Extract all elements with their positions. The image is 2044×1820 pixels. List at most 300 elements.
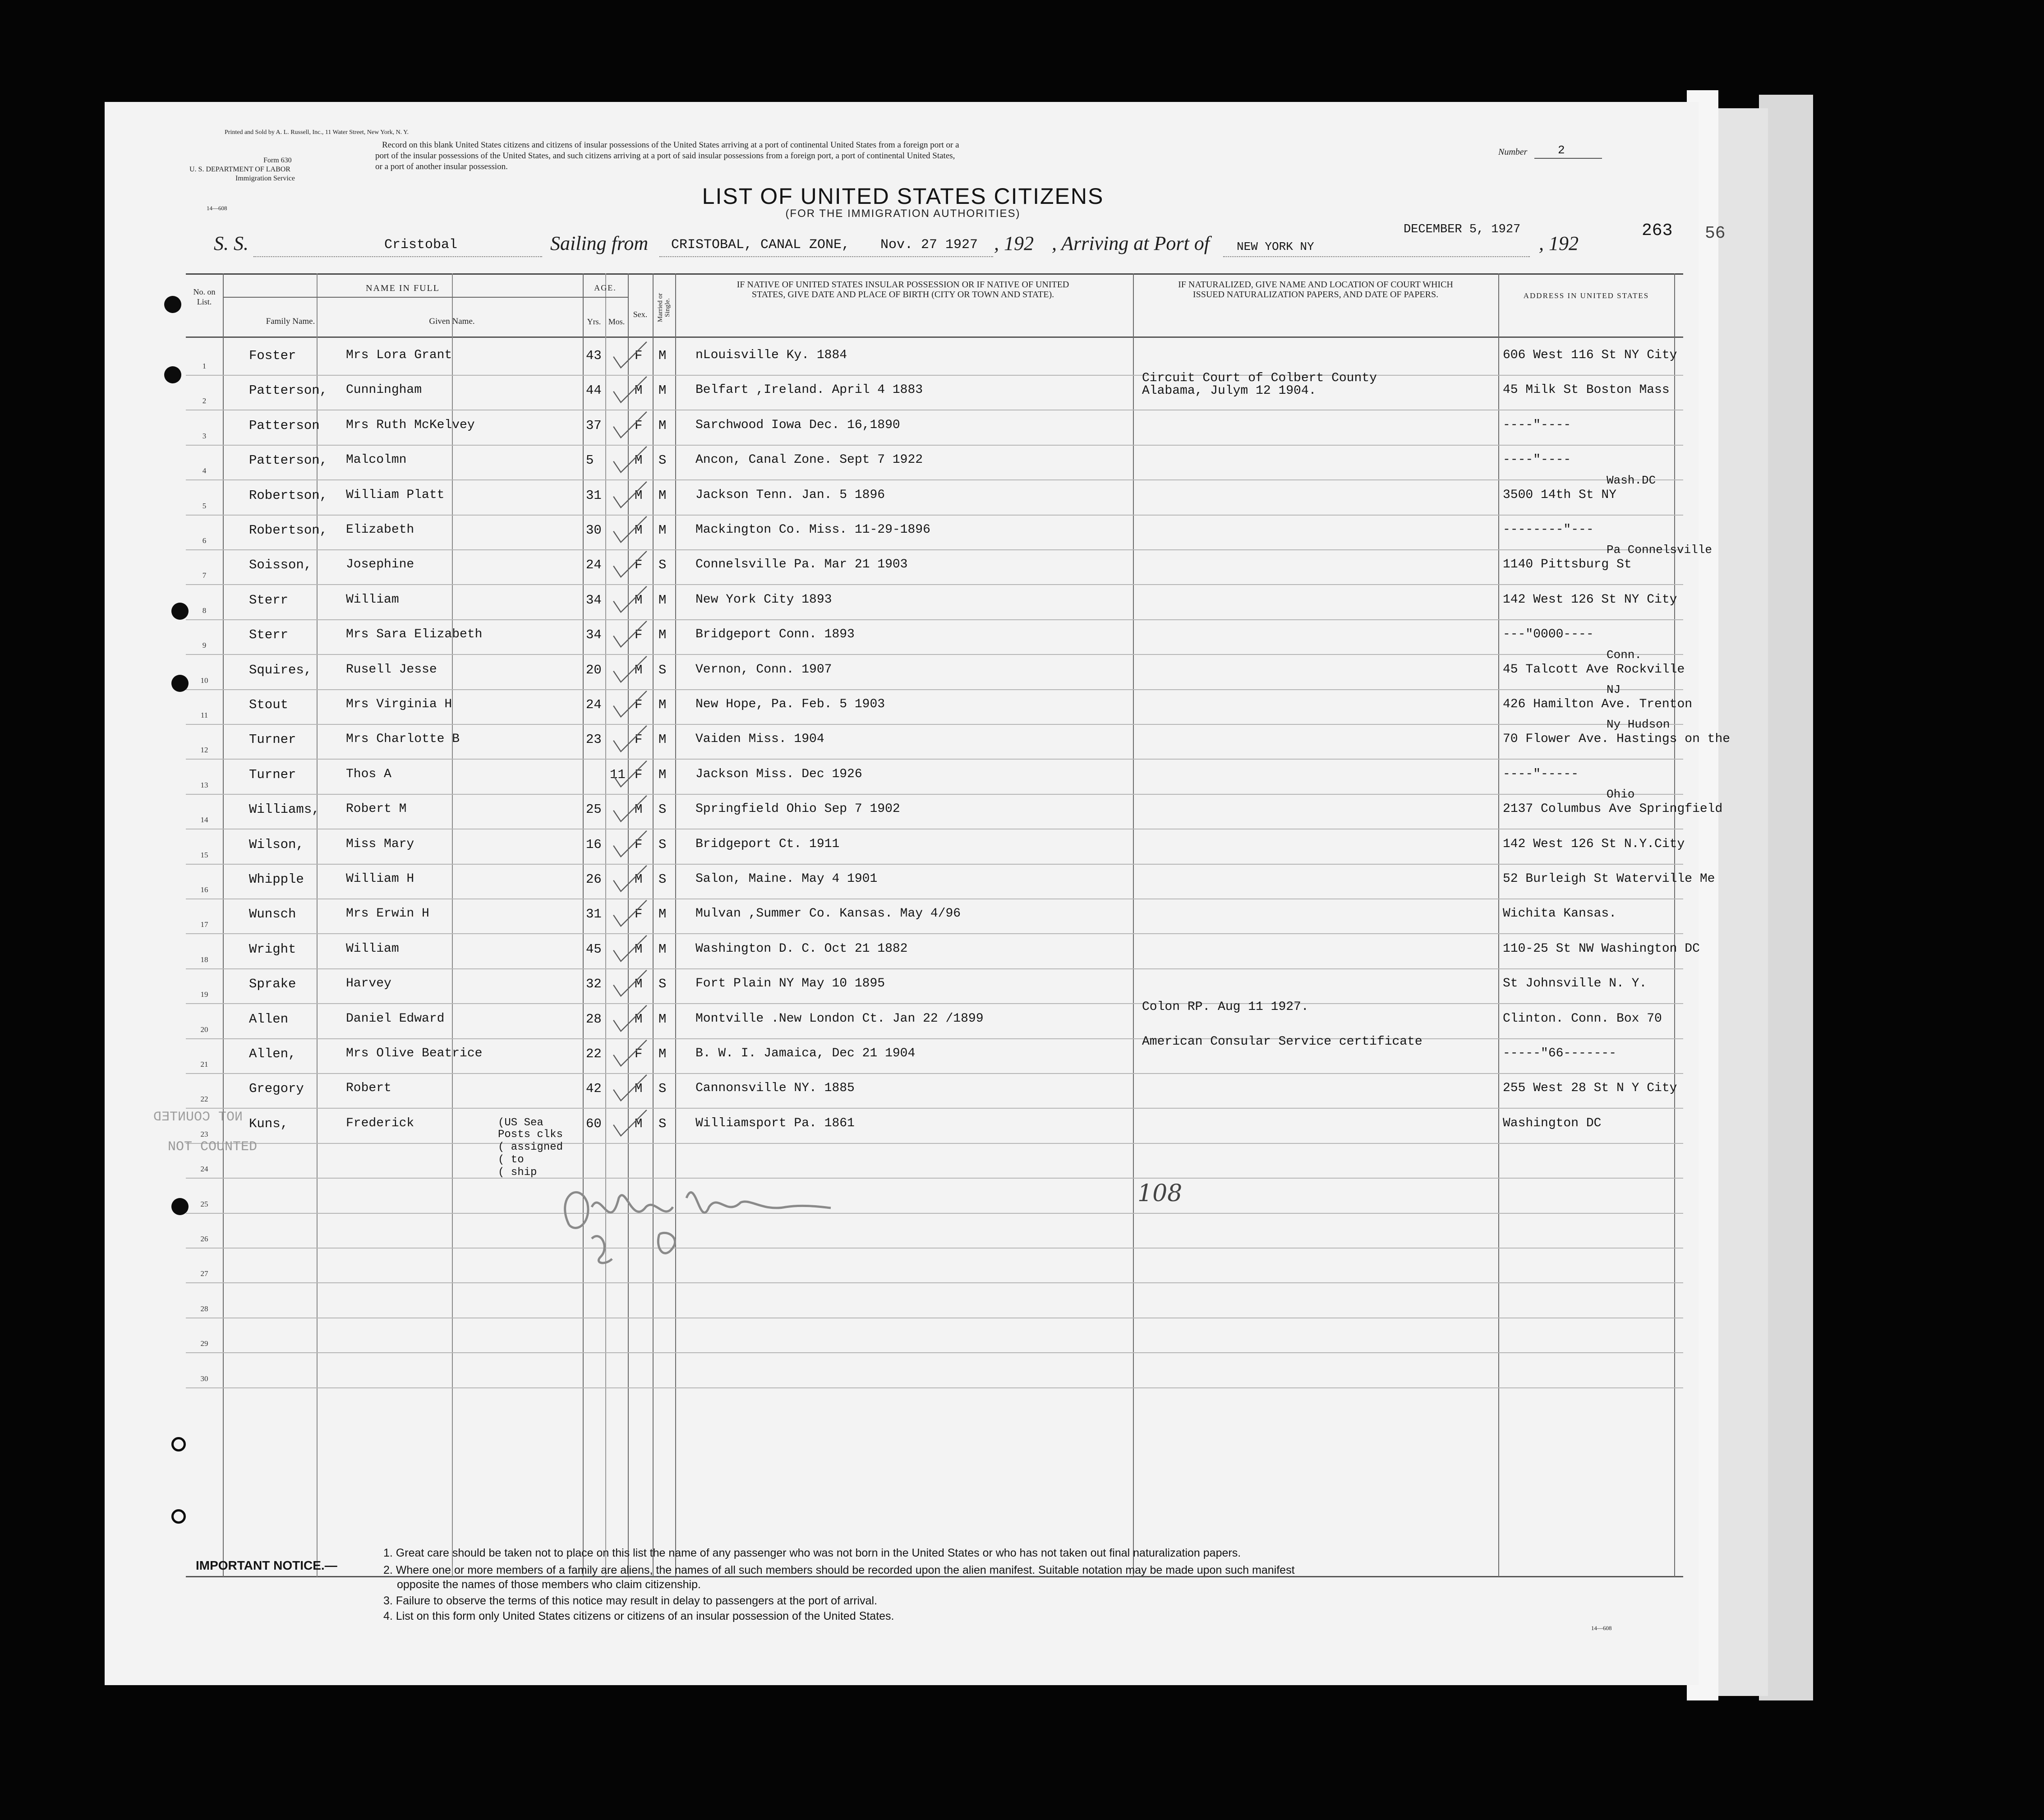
check-mark-icon: [610, 827, 650, 862]
table-top-border: [186, 273, 1683, 275]
given-name: Malcolmn: [346, 453, 407, 467]
address: 606 West 116 St NY City: [1503, 348, 1677, 362]
age-years: 34: [586, 592, 602, 608]
table-row: [186, 1214, 1683, 1249]
check-mark-icon: [610, 408, 650, 443]
sex: F: [635, 418, 643, 433]
header-married-single: Married or Single.: [657, 293, 671, 323]
check-mark-icon: [610, 338, 650, 373]
check-mark-icon: [610, 792, 650, 827]
number-label: Number: [1498, 147, 1528, 157]
row-number: 20: [200, 1025, 208, 1034]
given-name: Cunningham: [346, 383, 422, 397]
birth-place-date: Montville .New London Ct. Jan 22 /1899: [695, 1011, 984, 1026]
table-row: [186, 935, 1700, 969]
row-number: 19: [200, 990, 208, 999]
table-row: [186, 1144, 1683, 1179]
header-yrs: Yrs.: [587, 317, 601, 326]
page-subtitle: (FOR THE IMMIGRATION AUTHORITIES): [785, 207, 1021, 220]
birth-place-date: nLouisville Ky. 1884: [695, 348, 847, 362]
age-years: 44: [586, 383, 602, 398]
married-single: M: [658, 592, 667, 608]
header-given-name: Given Name.: [429, 317, 475, 326]
age-years: 23: [586, 732, 602, 747]
table-row: [186, 1179, 1683, 1214]
row-number: 11: [200, 711, 208, 719]
married-single: M: [658, 348, 667, 363]
row-number: 1: [202, 362, 207, 370]
address: ----"----: [1503, 453, 1571, 467]
birth-place-date: Jackson Miss. Dec 1926: [695, 767, 862, 781]
family-name: Allen: [249, 1011, 289, 1027]
arrival-year-suffix: , 192: [1539, 232, 1579, 254]
row-number: 9: [202, 641, 207, 650]
given-name: Mrs Olive Beatrice: [346, 1046, 483, 1060]
punch-hole: [171, 1509, 186, 1524]
address: 142 West 126 St N.Y.City: [1503, 837, 1685, 851]
row-number: 18: [200, 955, 208, 964]
ship-name-line: [253, 256, 542, 257]
handwritten-signature: [551, 1171, 840, 1270]
age-months: 11: [610, 767, 626, 782]
handwritten-number: 108: [1137, 1180, 1183, 1207]
check-mark-icon: [610, 967, 650, 1002]
instruction-line-3: or a port of another insular possession.: [375, 162, 508, 171]
address: 142 West 126 St NY City: [1503, 592, 1677, 607]
punch-hole: [171, 1198, 189, 1215]
row-number: 2: [202, 396, 207, 405]
birth-place-date: Connelsville Pa. Mar 21 1903: [695, 558, 908, 572]
check-mark-icon: [610, 932, 650, 967]
married-single: S: [658, 453, 667, 468]
age-years: 43: [586, 348, 602, 363]
table-row: [186, 1035, 1683, 1074]
punch-hole: [171, 1437, 186, 1451]
married-single: S: [658, 1116, 667, 1131]
header-no-on-list: No. on List.: [193, 287, 216, 306]
married-single: M: [658, 523, 667, 538]
age-years: 25: [586, 802, 602, 817]
birth-place-date: Fort Plain NY May 10 1895: [695, 977, 885, 991]
header-family-name: Family Name.: [266, 317, 315, 326]
row-number: 7: [202, 571, 207, 580]
address-note: NJ: [1607, 683, 1621, 696]
name-header-divider: [223, 297, 583, 298]
form-code-top: 14—608: [207, 205, 227, 212]
married-single: M: [658, 418, 667, 433]
table-row: [186, 1354, 1683, 1388]
given-name: Rusell Jesse: [346, 662, 437, 677]
table-row: [186, 516, 1683, 550]
age-header-divider: [583, 297, 628, 298]
check-mark-icon: [610, 653, 650, 688]
address: 3500 14th St NY: [1503, 488, 1617, 502]
row-number: 25: [200, 1199, 208, 1208]
family-name: Kuns,: [249, 1116, 289, 1131]
given-name: Mrs Lora Grant: [346, 348, 452, 362]
service: Immigration Service: [235, 175, 295, 182]
row-number: 12: [200, 746, 208, 755]
passenger-table: [186, 273, 1731, 1577]
married-single: M: [658, 1046, 667, 1061]
manifest-page: [105, 102, 1731, 1685]
family-name: Sprake: [249, 977, 296, 992]
age-years: 34: [586, 627, 602, 643]
given-name: Robert: [346, 1081, 391, 1096]
table-row: [186, 341, 1683, 376]
row-number: 23: [200, 1129, 208, 1138]
page-title: LIST OF UNITED STATES CITIZENS: [702, 184, 1104, 209]
table-row: [186, 830, 1683, 865]
sailing-year-suffix: , 192: [994, 232, 1034, 254]
age-years: 5: [586, 453, 594, 468]
header-sex: Sex.: [633, 310, 648, 319]
header-bottom-border: [186, 336, 1683, 338]
married-single: M: [658, 767, 667, 782]
age-years: 16: [586, 837, 602, 852]
married-single: M: [658, 697, 667, 712]
birth-place-date: Vernon, Conn. 1907: [695, 662, 832, 677]
naturalization-court: Colon RP. Aug 11 1927.: [1142, 1000, 1309, 1014]
given-name: Thos A: [346, 767, 391, 781]
family-name: Williams,: [249, 802, 320, 817]
sex: M: [635, 523, 643, 538]
address: -----"66-------: [1503, 1046, 1617, 1060]
sex: F: [635, 907, 643, 922]
address: 45 Talcott Ave Rockville: [1503, 662, 1685, 677]
arriving-port: NEW YORK NY: [1237, 240, 1314, 253]
married-single: S: [658, 837, 667, 852]
notice-item-2b: opposite the names of those members who claim citizenship.: [397, 1578, 701, 1591]
check-mark-icon: [610, 583, 650, 618]
side-note-line-5: ( ship: [498, 1166, 537, 1179]
family-name: Sterr: [249, 627, 289, 643]
table-row: [186, 648, 1685, 690]
row-number: 24: [200, 1165, 208, 1174]
birth-place-date: New York City 1893: [695, 592, 832, 607]
married-single: M: [658, 941, 667, 957]
sex: F: [635, 627, 643, 643]
sex: M: [635, 941, 643, 957]
sex: M: [635, 977, 643, 992]
age-years: 45: [586, 941, 602, 957]
row-number: 27: [200, 1269, 208, 1278]
sex: M: [635, 383, 643, 398]
given-name: Mrs Sara Elizabeth: [346, 627, 483, 642]
number-value: 2: [1558, 143, 1565, 157]
sailing-label: Sailing from: [550, 232, 649, 254]
family-name: Wunsch: [249, 907, 296, 922]
family-name: Turner: [249, 732, 296, 747]
address: Washington DC: [1503, 1116, 1602, 1130]
row-number: 22: [200, 1095, 208, 1104]
birth-place-date: B. W. I. Jamaica, Dec 21 1904: [695, 1046, 916, 1060]
family-name: Patterson: [249, 418, 320, 433]
given-name: Miss Mary: [346, 837, 414, 851]
table-row: [186, 585, 1683, 620]
birth-place-date: Washington D. C. Oct 21 1882: [695, 941, 908, 956]
given-name: William Platt: [346, 488, 445, 502]
age-years: 31: [586, 488, 602, 503]
table-row: [186, 899, 1683, 934]
married-single: M: [658, 488, 667, 503]
sex: M: [635, 1081, 643, 1097]
family-name: Squires,: [249, 662, 312, 677]
address: --------"---: [1503, 523, 1594, 537]
table-row: [186, 473, 1683, 516]
row-number: 21: [200, 1060, 208, 1069]
row-number: 28: [200, 1304, 208, 1313]
birth-place-date: Vaiden Miss. 1904: [695, 732, 824, 746]
given-name: Frederick: [346, 1116, 414, 1130]
married-single: M: [658, 1011, 667, 1027]
sex: M: [635, 592, 643, 608]
check-mark-icon: [610, 757, 650, 793]
not-counted-stamp: NOT COUNTED: [168, 1139, 258, 1155]
family-name: Whipple: [249, 872, 304, 887]
sex: F: [635, 1046, 643, 1061]
row-number: 26: [200, 1235, 208, 1243]
age-years: 37: [586, 418, 602, 433]
row-number: 8: [202, 606, 207, 615]
married-single: S: [658, 802, 667, 817]
sex: F: [635, 767, 643, 782]
row-number: 3: [202, 431, 207, 440]
table-row: [186, 969, 1683, 1004]
given-name: Mrs Ruth McKelvey: [346, 418, 475, 432]
address: ----"-----: [1503, 767, 1579, 781]
family-name: Soisson,: [249, 558, 312, 573]
given-name: William: [346, 941, 399, 956]
form-code-bottom: 14—608: [1591, 1625, 1612, 1631]
stamp-number: 263: [1642, 221, 1673, 240]
family-name: Gregory: [249, 1081, 304, 1097]
number-underline: [1534, 158, 1602, 159]
check-mark-icon: [610, 478, 650, 513]
address: ---"0000----: [1503, 627, 1594, 642]
birth-place-date: Springfield Ohio Sep 7 1902: [695, 802, 900, 816]
stamp-number-partial: 56: [1705, 224, 1726, 243]
sailing-from: CRISTOBAL, CANAL ZONE,: [671, 237, 850, 253]
naturalization-date: Alabama, Julym 12 1904.: [1142, 384, 1317, 398]
address-note: Ny Hudson: [1607, 718, 1670, 732]
row-number: 5: [202, 501, 207, 510]
address: 52 Burleigh St Waterville Me: [1503, 872, 1715, 886]
family-name: Foster: [249, 348, 296, 363]
sex: M: [635, 453, 643, 468]
naturalization-court: Circuit Court of Colbert County: [1142, 371, 1377, 386]
age-years: 31: [586, 907, 602, 922]
side-note-line-2: Posts clks: [498, 1129, 563, 1141]
row-number: 29: [200, 1339, 208, 1348]
table-row: [186, 760, 1683, 795]
notice-item-2: 2. Where one or more members of a family are aliens, the names of all such members should be recorded upon the alien manifest. Suitable notation may be made upon such manifest: [383, 1564, 1295, 1576]
row-number: 4: [202, 466, 207, 475]
check-mark-icon: [610, 687, 650, 723]
given-name: Mrs Charlotte B: [346, 732, 460, 746]
punch-hole: [164, 296, 181, 313]
ss-label: S. S.: [214, 232, 249, 254]
birth-place-date: Mulvan ,Summer Co. Kansas. May 4/96: [695, 907, 961, 921]
given-name: William H: [346, 872, 414, 886]
table-row: [186, 1284, 1683, 1318]
check-mark-icon: [610, 1071, 650, 1106]
table-row: [186, 1318, 1683, 1353]
age-years: 28: [586, 1011, 602, 1027]
arriving-label: , Arriving at Port of: [1052, 232, 1210, 254]
notice-item-4: 4. List on this form only United States citizens or citizens of an insular possession of the United States.: [383, 1610, 894, 1622]
given-name: Mrs Erwin H: [346, 907, 429, 921]
family-name: Stout: [249, 697, 289, 712]
sex: F: [635, 732, 643, 747]
row-number: 10: [200, 676, 208, 685]
sex: M: [635, 488, 643, 503]
family-name: Allen,: [249, 1046, 296, 1061]
address-note: Conn.: [1607, 648, 1642, 662]
arrival-date: DECEMBER 5, 1927: [1404, 223, 1521, 236]
married-single: S: [658, 1081, 667, 1097]
notice-item-3: 3. Failure to observe the terms of this notice may result in delay to passengers at the port of arrival.: [383, 1594, 877, 1607]
form-number: Form 630: [263, 157, 292, 164]
birth-place-date: Jackson Tenn. Jan. 5 1896: [695, 488, 885, 502]
given-name: Mrs Virginia H: [346, 697, 452, 711]
age-years: 22: [586, 1046, 602, 1061]
table-row: [186, 1074, 1683, 1109]
row-number: 15: [200, 850, 208, 859]
sex: M: [635, 662, 643, 677]
department: U. S. DEPARTMENT OF LABOR: [189, 166, 290, 173]
age-years: 20: [586, 662, 602, 677]
naturalization-court: American Consular Service certificate: [1142, 1035, 1423, 1049]
sailing-from-line: [659, 256, 993, 257]
table-row: [186, 865, 1715, 899]
header-naturalized: IF NATURALIZED, GIVE NAME AND LOCATION OF COURT WHICH ISSUED NATURALIZATION PAPERS, AND DATE OF PAPERS.: [1178, 280, 1453, 299]
table-row: [186, 446, 1683, 480]
side-note-line-3: ( assigned: [498, 1141, 563, 1153]
married-single: S: [658, 558, 667, 573]
punch-hole: [164, 366, 181, 383]
sex: M: [635, 802, 643, 817]
birth-place-date: Bridgeport Conn. 1893: [695, 627, 855, 642]
table-row: [186, 543, 1713, 585]
married-single: M: [658, 627, 667, 643]
address: 110-25 St NW Washington DC: [1503, 941, 1700, 956]
given-name: Harvey: [346, 977, 391, 991]
notice-label: IMPORTANT NOTICE.—: [196, 1558, 337, 1572]
address-note: Pa Connelsville: [1607, 543, 1713, 557]
age-years: 24: [586, 697, 602, 712]
address-note: Ohio: [1607, 788, 1635, 802]
row-rule: [186, 1387, 1683, 1388]
table-row: [186, 1000, 1683, 1039]
given-name: Josephine: [346, 558, 414, 572]
printer-line: Printed and Sold by A. L. Russell, Inc., 11 Water Street, New York, N. Y.: [225, 129, 409, 136]
row-number: 30: [200, 1374, 208, 1383]
birth-place-date: New Hope, Pa. Feb. 5 1903: [695, 697, 885, 711]
not-counted-stamp-mirrored: NOT COUNTED: [153, 1110, 243, 1125]
check-mark-icon: [610, 1037, 650, 1072]
address: 45 Milk St Boston Mass: [1503, 383, 1670, 397]
check-mark-icon: [610, 373, 650, 408]
address: 70 Flower Ave. Hastings on the: [1503, 732, 1731, 746]
row-number: 14: [200, 816, 208, 825]
birth-place-date: Ancon, Canal Zone. Sept 7 1922: [695, 453, 923, 467]
age-years: 60: [586, 1116, 602, 1131]
birth-place-date: Mackington Co. Miss. 11-29-1896: [695, 523, 930, 537]
address: 2137 Columbus Ave Springfield: [1503, 802, 1723, 816]
family-name: Sterr: [249, 592, 289, 608]
address: ----"----: [1503, 418, 1571, 432]
given-name: Elizabeth: [346, 523, 414, 537]
check-mark-icon: [610, 1106, 650, 1142]
check-mark-icon: [610, 617, 650, 653]
sex: F: [635, 348, 643, 363]
address: St Johnsville N. Y.: [1503, 977, 1647, 991]
address: Wichita Kansas.: [1503, 907, 1617, 921]
birth-place-date: Sarchwood Iowa Dec. 16,1890: [695, 418, 900, 432]
header-age: AGE.: [594, 283, 617, 292]
table-row: [186, 1249, 1683, 1283]
check-mark-icon: [610, 513, 650, 548]
punch-hole: [171, 603, 189, 620]
given-name: Robert M: [346, 802, 407, 816]
instruction-line-1: Record on this blank United States citizens and citizens of insular possessions of the United States arriving at a port of continental United States from a foreign port or a: [382, 140, 959, 150]
table-row: [186, 411, 1683, 446]
family-name: Robertson,: [249, 523, 328, 538]
sex: F: [635, 558, 643, 573]
address-note: Wash.DC: [1607, 473, 1656, 487]
age-years: 30: [586, 523, 602, 538]
check-mark-icon: [610, 1002, 650, 1037]
married-single: M: [658, 732, 667, 747]
check-mark-icon: [610, 862, 650, 897]
check-mark-icon: [610, 897, 650, 932]
notice-item-1: 1. Great care should be taken not to place on this list the name of any passenger who was not born in the United States or who has not taken out final naturalization papers.: [383, 1547, 1241, 1559]
sex: M: [635, 1116, 643, 1131]
table-row: [186, 1109, 1683, 1144]
header-address: ADDRESS IN UNITED STATES: [1523, 291, 1649, 300]
married-single: S: [658, 662, 667, 677]
sex: F: [635, 837, 643, 852]
row-number: 16: [200, 885, 208, 894]
table-row: [186, 371, 1683, 410]
family-name: Patterson,: [249, 453, 328, 468]
birth-place-date: Bridgeport Ct. 1911: [695, 837, 840, 851]
check-mark-icon: [610, 443, 650, 478]
family-name: Wilson,: [249, 837, 304, 852]
table-row: [186, 788, 1723, 829]
family-name: Robertson,: [249, 488, 328, 503]
address: Clinton. Conn. Box 70: [1503, 1011, 1662, 1026]
sailing-date: Nov. 27 1927: [880, 237, 978, 253]
sex: M: [635, 1011, 643, 1027]
table-row: [186, 683, 1693, 725]
family-name: Wright: [249, 941, 296, 957]
married-single: S: [658, 872, 667, 887]
birth-place-date: Belfart ,Ireland. April 4 1883: [695, 383, 923, 397]
given-name: William: [346, 592, 399, 607]
given-name: Daniel Edward: [346, 1011, 445, 1026]
side-note-line-1: (US Sea: [498, 1117, 543, 1129]
row-number: 13: [200, 780, 208, 789]
address: 1140 Pittsburg St: [1503, 558, 1632, 572]
header-name-in-full: NAME IN FULL: [366, 283, 440, 293]
arriving-port-line: [1223, 256, 1530, 257]
birth-place-date: Cannonsville NY. 1885: [695, 1081, 855, 1096]
married-single: M: [658, 383, 667, 398]
ship-name: Cristobal: [384, 237, 458, 253]
check-mark-icon: [610, 548, 650, 583]
